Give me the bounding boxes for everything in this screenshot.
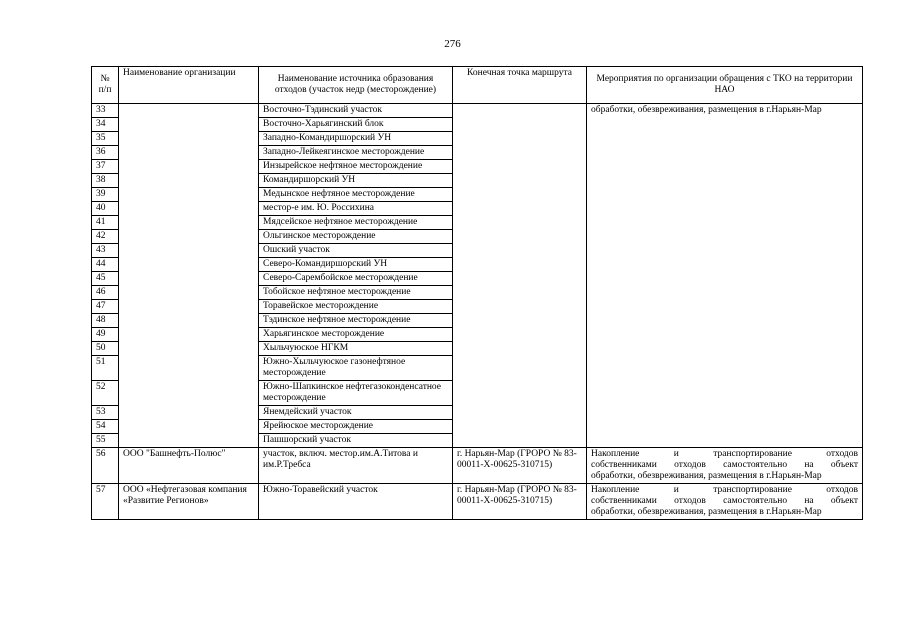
source-cell: Командиршорский УН — [259, 174, 453, 188]
source-cell: Медынское нефтяное месторождение — [259, 188, 453, 202]
source-cell: Мядсейское нефтяное месторождение — [259, 216, 453, 230]
row-number: 41 — [92, 216, 119, 230]
source-cell: Торавейское месторождение — [259, 300, 453, 314]
measures-cell — [587, 484, 863, 520]
source-cell: Западно-Лейкеягинское месторождение — [259, 146, 453, 160]
source-cell: участок, включ. местор.им.А.Титова и им.Р.Требса — [259, 448, 453, 484]
row-number: 48 — [92, 314, 119, 328]
row-number: 57 — [92, 484, 119, 520]
measures-line: собственниками отходов самостоятельно на объект — [591, 460, 858, 470]
row-number: 36 — [92, 146, 119, 160]
row-number: 43 — [92, 244, 119, 258]
header-measures: Мероприятия по организации обращения с ТКО на территории НАО — [587, 67, 863, 104]
row-number: 54 — [92, 420, 119, 434]
organization-cell: ООО "Башнефть-Полюс" — [119, 448, 259, 484]
table-row — [92, 484, 863, 520]
source-cell: Хыльчуюское НГКМ — [259, 342, 453, 356]
row-number: 53 — [92, 406, 119, 420]
row-number: 47 — [92, 300, 119, 314]
measures-line: собственниками отходов самостоятельно на объект — [591, 496, 858, 506]
measures-cell — [587, 448, 863, 484]
row-number: 51 — [92, 356, 119, 381]
source-cell: Восточно-Тэдинский участок — [259, 104, 453, 118]
source-cell: Южно-Шапкинское нефтегазоконденсатное месторождение — [259, 381, 453, 406]
measures-line: обработки, обезвреживания, размещения в г.Нарьян-Мар — [591, 507, 822, 517]
header-organization: Наименование организации — [119, 67, 259, 104]
row-number: 42 — [92, 230, 119, 244]
header-destination: Конечная точка маршрута — [453, 67, 587, 104]
source-cell: Инзырейское нефтяное месторождение — [259, 160, 453, 174]
header-source: Наименование источника образования отходов (участок недр (месторождение) — [259, 67, 453, 104]
row-number: 34 — [92, 118, 119, 132]
destination-cell: г. Нарьян-Мар (ГРОРО № 83-00011-Х-00625-310715) — [453, 484, 587, 520]
measures-line: обработки, обезвреживания, размещения в г.Нарьян-Мар — [591, 471, 822, 481]
source-cell: местор-е им. Ю. Россихина — [259, 202, 453, 216]
source-cell: Северо-Сарембойское месторождение — [259, 272, 453, 286]
source-cell: Восточно-Харьягинский блок — [259, 118, 453, 132]
source-cell: Пашшорский участок — [259, 434, 453, 448]
destination-cell — [453, 104, 587, 448]
header-number: № п/п — [92, 67, 119, 104]
table-row — [92, 448, 863, 484]
row-number: 50 — [92, 342, 119, 356]
row-number: 40 — [92, 202, 119, 216]
row-number: 38 — [92, 174, 119, 188]
source-cell: Ольгинское месторождение — [259, 230, 453, 244]
source-cell: Ошский участок — [259, 244, 453, 258]
row-number: 44 — [92, 258, 119, 272]
page-number: 276 — [444, 38, 461, 50]
source-cell: Южно-Торавейский участок — [259, 484, 453, 520]
source-cell: Южно-Хыльчуюское газонефтяное месторождение — [259, 356, 453, 381]
measures-cell: обработки, обезвреживания, размещения в г.Нарьян-Мар — [587, 104, 863, 448]
destination-cell: г. Нарьян-Мар (ГРОРО № 83-00011-Х-00625-310715) — [453, 448, 587, 484]
table-row — [92, 104, 863, 118]
table-body — [92, 104, 863, 520]
row-number: 46 — [92, 286, 119, 300]
row-number: 56 — [92, 448, 119, 484]
row-number: 37 — [92, 160, 119, 174]
measures-line: Накопление и транспортирование отходов — [591, 485, 858, 495]
source-cell: Северо-Командиршорский УН — [259, 258, 453, 272]
measures-line: Накопление и транспортирование отходов — [591, 449, 858, 459]
source-cell: Тэдинское нефтяное месторождение — [259, 314, 453, 328]
source-cell: Ярейюское месторождение — [259, 420, 453, 434]
table-header-row — [92, 67, 863, 104]
row-number: 39 — [92, 188, 119, 202]
row-number: 49 — [92, 328, 119, 342]
source-cell: Тобойское нефтяное месторождение — [259, 286, 453, 300]
row-number: 55 — [92, 434, 119, 448]
organization-cell: ООО «Нефтегазовая компания «Развитие Регионов» — [119, 484, 259, 520]
source-cell: Харьягинское месторождение — [259, 328, 453, 342]
row-number: 45 — [92, 272, 119, 286]
source-cell: Западно-Командиршорский УН — [259, 132, 453, 146]
row-number: 33 — [92, 104, 119, 118]
organization-cell — [119, 104, 259, 448]
source-cell: Янемдейский участок — [259, 406, 453, 420]
row-number: 35 — [92, 132, 119, 146]
row-number: 52 — [92, 381, 119, 406]
waste-sources-table — [91, 66, 863, 520]
